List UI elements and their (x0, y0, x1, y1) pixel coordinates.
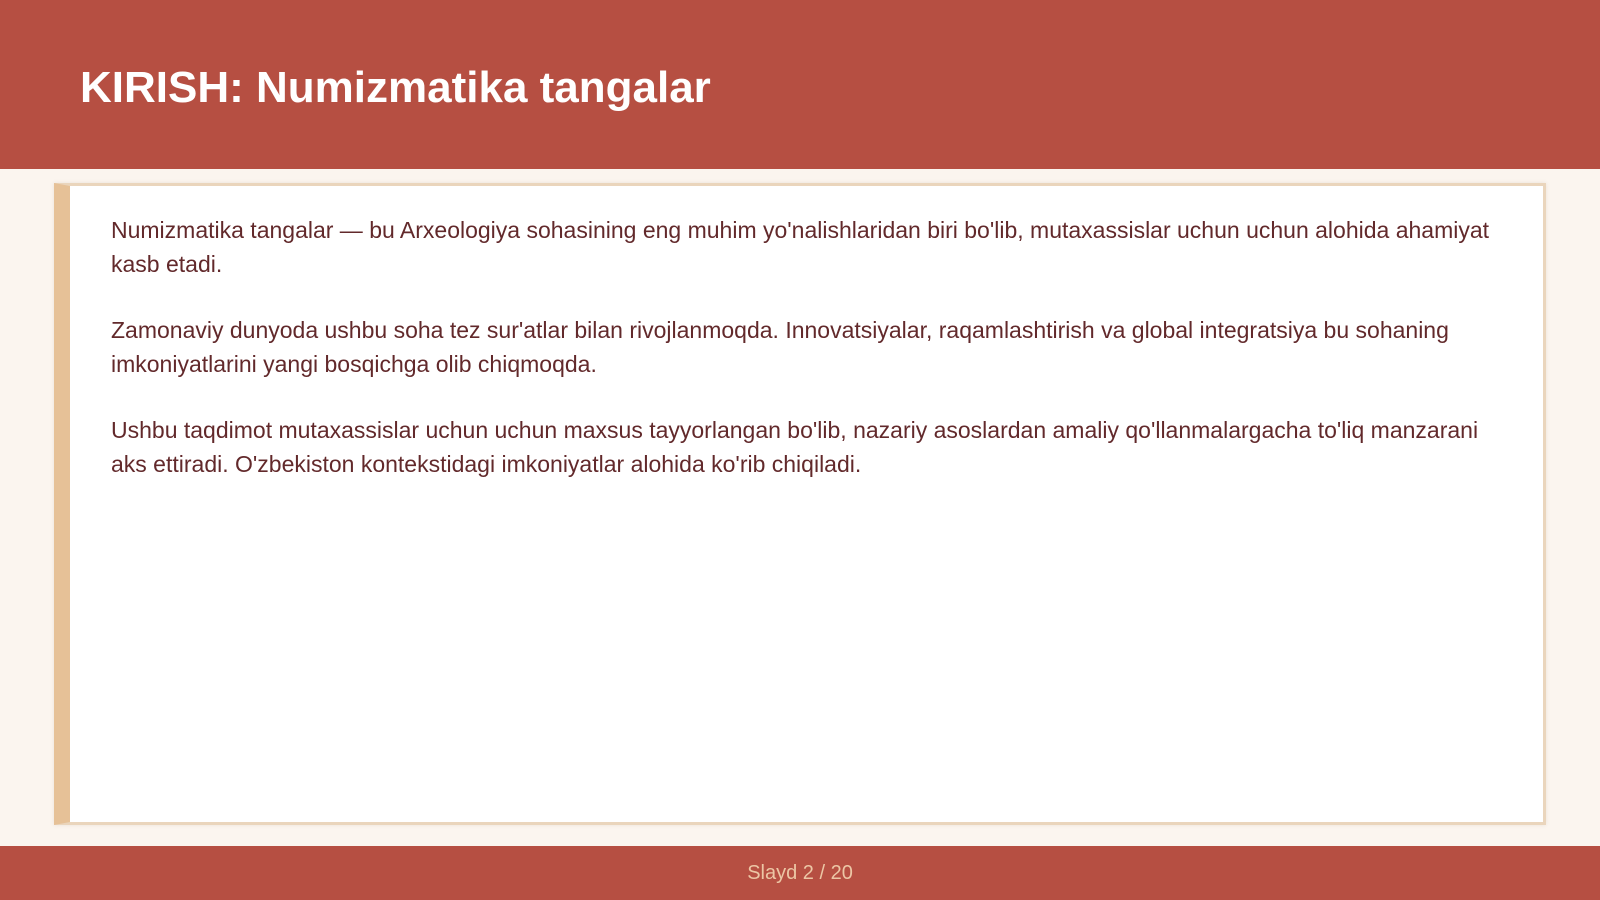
presentation-paragraph: Ushbu taqdimot mutaxassislar uchun uchun maxsus tayyorlangan bo'lib, nazariy asoslardan amaliy qo'llanmalargacha to'liq manzarani aks ettiradi. O'zbekiston kontekstidagi imkoniyatlar alohida ko'rib chiqiladi. (111, 417, 1479, 477)
slide-counter: Slayd 2 / 20 (747, 862, 853, 884)
development-paragraph: Zamonaviy dunyoda ushbu soha tez sur'atlar bilan rivojlanmoqda. Innovatsiyalar, raqamlashtirish va global integratsiya bu sohaning imkoniyatlarini yangi bosqichga olib chiqmoqda. (111, 317, 1449, 377)
intro-paragraph: Numizmatika tangalar — bu Arxeologiya sohasining eng muhim yo'nalishlaridan biri bo'lib, mutaxassislar uchun uchun alohida ahamiyat kasb etadi. (111, 217, 1490, 277)
slide-title: KIRISH: Numizmatika tangalar (80, 63, 711, 112)
